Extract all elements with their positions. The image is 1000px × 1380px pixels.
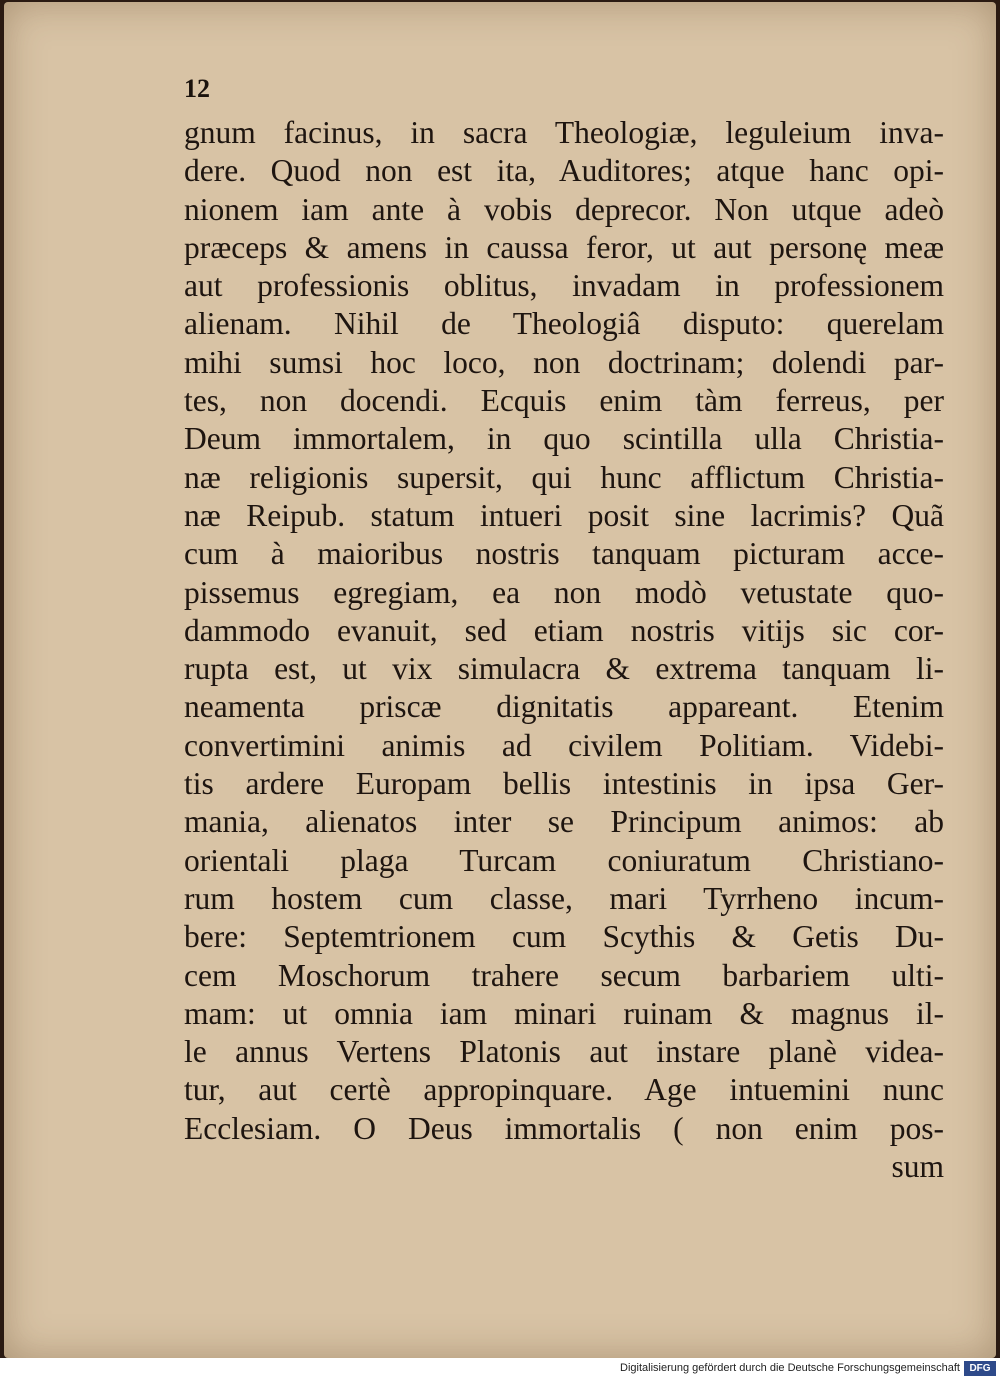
text-line: næ Reipub. statum intueri posit sine lacrimis? Quã [184, 497, 944, 533]
text-line: cum à maioribus nostris tanquam picturam acce- [184, 536, 944, 572]
dfg-logo: DFG [964, 1361, 996, 1376]
book-page [4, 2, 996, 1358]
text-line: gnum facinus, in sacra Theologiæ, leguleium inva- [184, 115, 944, 150]
text-line: bere: Septemtrionem cum Scythis & Getis Du- [184, 919, 944, 955]
text-line: le annus Vertens Platonis aut instare planè videa- [184, 1034, 944, 1070]
text-line: alienam. Nihil de Theologiâ disputo: querelam [184, 306, 944, 342]
text-line: pissemus egregiam, ea non modò vetustate quo- [184, 574, 944, 610]
text-line: orientali plaga Turcam coniuratum Christiano- [184, 842, 944, 878]
text-line: nionem iam ante à vobis deprecor. Non utque adeò [184, 191, 944, 227]
text-line: tur, aut certè appropinquare. Age intuemini nunc [184, 1072, 944, 1108]
text-line: Ecclesiam. O Deus immortalis ( non enim pos- [184, 1110, 944, 1146]
text-line: aut professionis oblitus, invadam in professionem [184, 268, 944, 304]
footer-bar [0, 1358, 1000, 1380]
text-line: cem Moschorum trahere secum barbariem ulti- [184, 957, 944, 993]
catchword: sum [891, 1149, 944, 1185]
text-line: mihi sumsi hoc loco, non doctrinam; dolendi par- [184, 344, 944, 380]
text-line: dere. Quod non est ita, Auditores; atque hanc opi- [184, 153, 944, 189]
text-line: rum hostem cum classe, mari Tyrrheno incum- [184, 880, 944, 916]
text-line: mam: ut omnia iam minari ruinam & magnus il- [184, 995, 944, 1031]
funding-credit: Digitalisierung gefördert durch die Deutsche Forschungsgemeinschaft [620, 1362, 960, 1374]
text-line: convertimini animis ad civilem Politiam. Videbi- [184, 727, 944, 763]
text-line: Deum immortalem, in quo scintilla ulla Christia- [184, 421, 944, 457]
text-line: næ religionis supersit, qui hunc afflictum Christia- [184, 459, 944, 495]
text-line: mania, alienatos inter se Principum animos: ab [184, 804, 944, 840]
body-text [184, 114, 944, 1186]
text-line: dammodo evanuit, sed etiam nostris vitijs sic cor- [184, 612, 944, 648]
page-number: 12 [184, 74, 210, 103]
text-line: præceps & amens in caussa feror, ut aut personę meæ [184, 229, 944, 265]
text-line: tis ardere Europam bellis intestinis in ipsa Ger- [184, 766, 944, 802]
text-line: neamenta priscæ dignitatis appareant. Etenim [184, 689, 944, 725]
text-line: rupta est, ut vix simulacra & extrema tanquam li- [184, 651, 944, 687]
text-line: tes, non docendi. Ecquis enim tàm ferreus, per [184, 383, 944, 419]
